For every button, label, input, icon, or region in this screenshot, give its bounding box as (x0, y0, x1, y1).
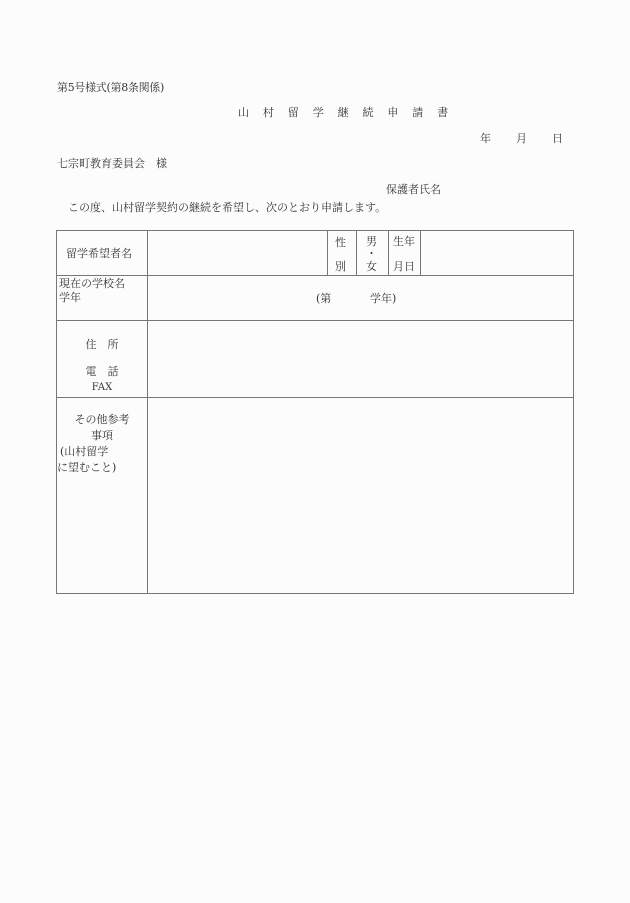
applicant-name-field[interactable] (148, 231, 327, 275)
form-number: 第5号様式(第8条関係) (57, 81, 164, 94)
grade-prefix: (第 (316, 292, 332, 305)
gender-option-separator: ・ (366, 247, 377, 260)
grade-suffix: 学年) (370, 292, 397, 305)
birthdate-label-bottom: 月日 (393, 260, 415, 273)
column-divider (388, 231, 389, 275)
grade-field[interactable] (339, 289, 369, 307)
date-year-label: 年 (480, 132, 491, 145)
document-title: 山 村 留 学 継 続 申 請 書 (238, 106, 454, 119)
gender-option-female[interactable]: 女 (366, 260, 377, 273)
phone-label: 電 話 (85, 365, 119, 378)
birthdate-label-top: 生年 (393, 235, 415, 248)
remarks-field[interactable] (148, 398, 573, 593)
remarks-label-line2: 事項 (91, 429, 113, 442)
application-table (56, 230, 574, 594)
gender-option-male[interactable]: 男 (366, 235, 377, 248)
date-month-label: 月 (516, 132, 527, 145)
fax-label: FAX (91, 382, 113, 393)
date-day-label: 日 (552, 132, 563, 145)
intro-text: この度、山村留学契約の継続を希望し、次のとおり申請します。 (68, 201, 387, 214)
birthdate-field[interactable] (421, 231, 573, 275)
remarks-label-line4: に望むこと) (57, 461, 117, 474)
column-divider (356, 231, 357, 275)
remarks-label-line1: その他参考 (74, 413, 130, 426)
school-name-label: 現在の学校名 (59, 277, 125, 290)
date-line (480, 133, 563, 144)
gender-label-top: 性 (335, 236, 346, 249)
address-phone-fax-field[interactable] (148, 321, 573, 397)
guardian-name-label: 保護者氏名 (386, 183, 441, 196)
applicant-name-label: 留学希望者名 (66, 247, 132, 260)
remarks-label-line3: (山村留学 (60, 445, 109, 458)
column-divider (327, 231, 328, 275)
gender-label-bottom: 別 (335, 260, 346, 273)
addressee: 七宗町教育委員会 様 (57, 157, 167, 170)
address-label: 住 所 (85, 338, 119, 351)
grade-label: 学年 (59, 291, 81, 304)
